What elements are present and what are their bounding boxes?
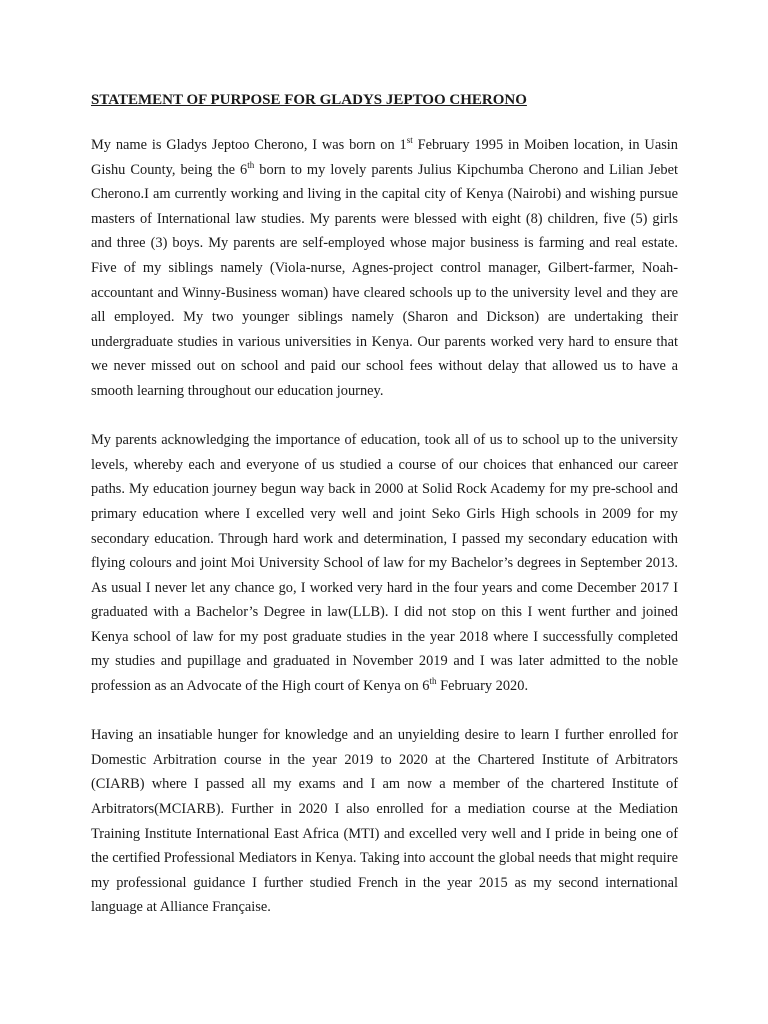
paragraph-text: My parents acknowledging the importance of education, took all of us to school up to the university levels, whereby each and everyone of us studied a course of our choices that enhanced our career paths. My education journey begun way back in 2000 at Solid Rock Academy for my pre-school and primary education where I excelled very well and joint Seko Girls High schools in 2009 for my secondary education. Through hard work and determination, I passed my secondary education with flying colours and joint Moi University School of law for my Bachelor’s degrees in September 2013. As usual I never let any chance go, I worked very hard in the four years and come December 2017 I graduated with a Bachelor’s Degree in law(LLB). I did not stop on this I went further and joined Kenya school of law for my post graduate studies in the year 2018 where I successfully completed my studies and pupillage and graduated in November 2019 and I was later admitted to the noble profession as an Advocate of the High court of Kenya on 6 (91, 432, 678, 695)
paragraph-background (91, 133, 678, 404)
paragraph-text: Having an insatiable hunger for knowledge and an unyielding desire to learn I further enrolled for Domestic Arbitration course in the year 2019 to 2020 at the Chartered Institute of Arbitrators (CIARB) where I passed all my exams and I am now a member of the chartered Institute of Arbitrators(MCIARB). Further in 2020 I also enrolled for a mediation course at the Mediation Training Institute International East Africa (MTI) and excelled very well and I pride in being one of the certified Professional Mediators in Kenya. Taking into account the global needs that might require my professional guidance I further studied French in the year 2015 as my second international language at Alliance Française. (91, 727, 678, 916)
ordinal-suffix: th (429, 676, 437, 687)
paragraph-further-studies (91, 723, 678, 920)
paragraph-text: February 1995 in Moiben location, in Uasin Gishu County, being the 6 (91, 137, 678, 178)
paragraph-education (91, 428, 678, 699)
document-title: STATEMENT OF PURPOSE FOR GLADYS JEPTOO CHERONO (91, 92, 527, 108)
paragraph-text: My name is Gladys Jeptoo Cherono, I was born on 1 (91, 137, 407, 153)
paragraph-text: born to my lovely parents Julius Kipchumba Cherono and Lilian Jebet Cherono.I am currently working and living in the capital city of Kenya (Nairobi) and wishing pursue masters of International law studies. My parents were blessed with eight (8) children, five (5) girls and three (3) boys. My parents are self-employed whose major business is farming and real estate. Five of my siblings namely (Viola-nurse, Agnes-project control manager, Gilbert-farmer, Noah-accountant and Winny-Business woman) have cleared schools up to the university level and they are all employed. My two younger siblings namely (Sharon and Dickson) are undertaking their undergraduate studies in various universities in Kenya. Our parents worked very hard to ensure that we never missed out on school and paid our school fees without delay that allowed us to have a smooth learning throughout our education journey. (91, 161, 679, 399)
ordinal-suffix: st (406, 135, 413, 146)
paragraph-text: February 2020. (436, 678, 529, 695)
ordinal-suffix: th (247, 159, 255, 170)
document-body (91, 90, 678, 945)
